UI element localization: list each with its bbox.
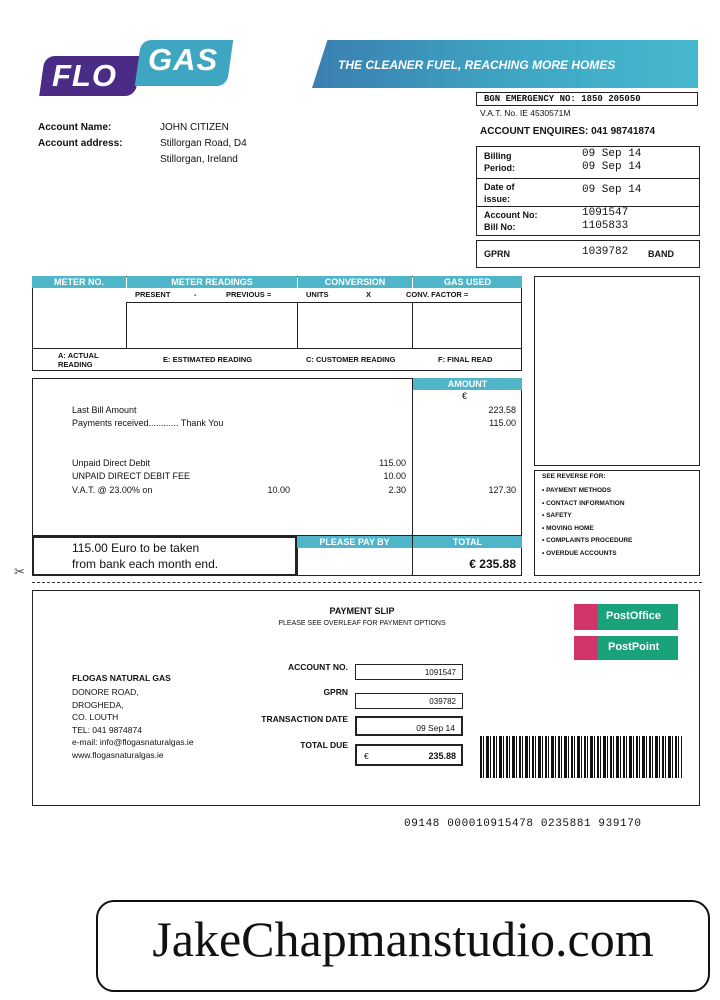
gprn-label: GPRN (484, 249, 511, 259)
sub-previous: PREVIOUS = (226, 290, 272, 299)
meter-readings-header: METER READINGS (127, 276, 297, 288)
gas-used-header: GAS USED (413, 276, 522, 288)
emergency-number: BGN EMERGENCY NO: 1850 205050 (484, 94, 641, 104)
slip-address (72, 686, 194, 761)
payments-label: Payments received............ Thank You (72, 418, 224, 428)
reverse-list (542, 485, 632, 560)
unpaid-fee-label: UNPAID DIRECT DEBIT FEE (72, 471, 191, 481)
slip-email: e-mail: info@flogasnaturalgas.ie (72, 737, 194, 747)
slip-due-currency: € (364, 751, 369, 761)
vat-number: V.A.T. No. IE 4530571M (480, 108, 571, 118)
see-reverse-title: SEE REVERSE FOR: (542, 473, 606, 480)
divider (412, 536, 413, 576)
unpaid-fee-value: 10.00 (383, 471, 406, 481)
slip-due-value: 235.88 (428, 751, 456, 761)
vat-base: 10.00 (267, 485, 290, 495)
reverse-item: • COMPLAINTS PROCEDURE (542, 537, 633, 544)
account-address-line1: Stillorgan Road, D4 (160, 138, 247, 149)
last-bill-label: Last Bill Amount (72, 405, 137, 415)
sub-units: UNITS (306, 290, 329, 299)
billing-label-line1: Billing (484, 151, 512, 161)
divider (297, 302, 298, 348)
gas-logo-text: GAS (148, 42, 219, 77)
billing-label-line2: Period: (484, 163, 516, 173)
cut-line (32, 582, 702, 583)
billing-value-line1: 09 Sep 14 (582, 148, 642, 160)
vat-total: 127.30 (488, 485, 516, 495)
amount-header: AMOUNT (413, 378, 522, 390)
account-name-label: Account Name: (38, 122, 112, 133)
slip-account-field: 1091547 (355, 664, 463, 680)
post-point-pink-tab (574, 636, 598, 660)
note-line2: from bank each month end. (72, 557, 219, 571)
gprn-value: 1039782 (582, 246, 629, 258)
note-line1: 115.00 Euro to be taken (72, 541, 200, 555)
legend-customer: C: CUSTOMER READING (306, 355, 396, 364)
scissors-icon: ✂ (14, 564, 25, 579)
issue-label-line1: Date of (484, 182, 515, 192)
slip-gprn-field: 039782 (355, 693, 463, 709)
account-name: JOHN CITIZEN (160, 122, 229, 133)
billing-value-line2: 09 Sep 14 (582, 161, 642, 173)
issue-date-value: 09 Sep 14 (582, 184, 642, 196)
tagline: THE CLEANER FUEL, REACHING MORE HOMES (338, 58, 616, 72)
slip-account-label: ACCOUNT NO. (288, 662, 348, 672)
sub-x: X (366, 290, 372, 299)
total-amount: € 235.88 (469, 557, 516, 571)
slip-txn-field: 09 Sep 14 (355, 716, 463, 736)
message-box (534, 276, 700, 466)
charges-box (32, 378, 522, 536)
reverse-item: • SAFETY (542, 512, 572, 519)
slip-title: PAYMENT SLIP (329, 606, 395, 616)
enquiries-number: ACCOUNT ENQUIRES: 041 98741874 (480, 126, 656, 137)
post-office-pink-tab (574, 604, 598, 630)
conversion-header: CONVERSION (298, 276, 412, 288)
unpaid-dd-label: Unpaid Direct Debit (72, 458, 151, 468)
slip-subtitle: PLEASE SEE OVERLEAF FOR PAYMENT OPTIONS (278, 620, 446, 627)
divider (32, 348, 522, 349)
billing-period-label (484, 150, 515, 174)
legend-final: F: FINAL READ (438, 355, 493, 364)
please-pay-header: PLEASE PAY BY (297, 536, 412, 548)
account-no-value: 1091547 (582, 207, 629, 219)
account-no-label: Account No: (484, 210, 538, 220)
watermark-text: JakeChapmanstudio.com (152, 911, 654, 967)
sub-dash: - (194, 290, 197, 299)
unpaid-dd-value: 115.00 (379, 458, 406, 468)
slip-addr1: DONORE ROAD, (72, 687, 139, 697)
slip-addr2: DROGHEDA, (72, 699, 124, 710)
divider (126, 302, 127, 348)
slip-gprn-label: GPRN (323, 687, 348, 697)
slip-addr3: CO. LOUTH (72, 712, 119, 722)
flo-logo-text: FLO (52, 58, 117, 93)
legend-actual: A: ACTUAL READING (58, 351, 99, 369)
slip-txn-label: TRANSACTION DATE (261, 714, 348, 724)
total-header: TOTAL (413, 536, 522, 548)
bill-no-value: 1105833 (582, 220, 629, 232)
slip-company: FLOGAS NATURAL GAS (72, 673, 171, 683)
vat-amount: 2.30 (388, 485, 406, 495)
bill-no-label: Bill No: (484, 222, 516, 232)
payments-value: 115.00 (489, 418, 516, 428)
post-office-label: PostOffice (606, 610, 662, 622)
divider (412, 378, 413, 536)
divider (412, 302, 413, 348)
sub-present: PRESENT (135, 290, 171, 299)
amount-currency: € (462, 391, 468, 401)
reverse-item: • CONTACT INFORMATION (542, 499, 625, 507)
account-address-label: Account address: (38, 138, 123, 149)
slip-tel: TEL: 041 9874874 (72, 724, 142, 735)
last-bill-value: 223.58 (488, 405, 516, 415)
post-point-label: PostPoint (608, 641, 660, 653)
divider (126, 302, 522, 303)
slip-web: www.flogasnaturalgas.ie (72, 749, 164, 760)
sub-conv: CONV. FACTOR = (406, 290, 469, 299)
account-address-line2: Stillorgan, Ireland (160, 154, 238, 165)
reverse-item: • MOVING HOME (542, 524, 594, 532)
reverse-item: • PAYMENT METHODS (542, 487, 612, 494)
legend-estimated: E: ESTIMATED READING (163, 355, 253, 364)
meter-no-header: METER NO. (32, 276, 126, 288)
divider (476, 178, 700, 179)
issue-date-label (484, 181, 515, 205)
issue-label-line2: issue: (484, 194, 511, 204)
slip-due-label: TOTAL DUE (300, 740, 348, 750)
band-label: BAND (648, 249, 674, 259)
billing-period-value (582, 148, 641, 174)
barcode (480, 736, 682, 778)
scan-line: 09148 000010915478 0235881 939170 (404, 818, 642, 830)
reverse-item: • OVERDUE ACCOUNTS (542, 549, 617, 557)
vat-label: V.A.T. @ 23.00% on (72, 485, 153, 495)
